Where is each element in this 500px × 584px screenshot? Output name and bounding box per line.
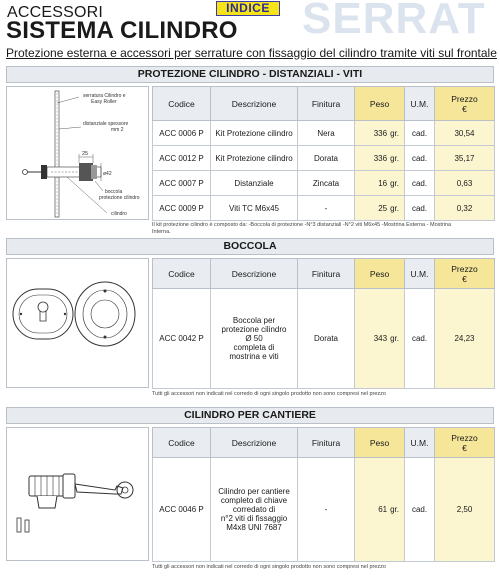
- col-prezzo: Prezzo €: [435, 259, 495, 289]
- col-um: U.M.: [405, 259, 435, 289]
- header-category: ACCESSORI: [7, 4, 104, 21]
- note-boccola: Tutti gli accessori non indicati nel corredo di ogni singolo prodotto non sono compresi nel prezzo: [152, 391, 386, 397]
- cell-prezzo: 35,17: [435, 146, 495, 171]
- table-header-row: [153, 87, 495, 121]
- page-title: SISTEMA CILINDRO: [6, 17, 238, 44]
- cell-descrizione: Distanziale: [211, 171, 298, 196]
- section-title-protezione: PROTEZIONE CILINDRO - DISTANZIALI - VITI: [6, 66, 494, 83]
- boccola-drawing: [7, 259, 148, 387]
- label-distanziale: distanziale spessore: [83, 121, 129, 127]
- label-serratura: serratura Cilindro e: [83, 93, 126, 99]
- cell-codice: ACC 0007 P: [153, 171, 211, 196]
- cell-descrizione: Boccola per protezione cilindro Ø 50 completa di mostrina e viti: [211, 289, 298, 389]
- page-header: [0, 0, 500, 48]
- table-row: [153, 458, 495, 562]
- col-prezzo: Prezzo €: [435, 87, 495, 121]
- col-descrizione: Descrizione: [211, 87, 298, 121]
- label-boccola-2: protezione cilindro: [99, 195, 140, 201]
- cell-prezzo: 24,23: [435, 289, 495, 389]
- col-um: U.M.: [405, 87, 435, 121]
- cell-descrizione: Cilindro per cantiere completo di chiave corredato di n°2 viti di fissaggio M4x8 UNI 7687: [211, 458, 298, 562]
- col-finitura: Finitura: [298, 428, 355, 458]
- index-button[interactable]: INDICE: [216, 1, 280, 16]
- table-row: [153, 121, 495, 146]
- cell-finitura: Dorata: [298, 289, 355, 389]
- col-prezzo: Prezzo €: [435, 428, 495, 458]
- cell-um: cad.: [405, 121, 435, 146]
- note-protezione: Il kit protezione cilindro è composto da: -Boccola di protezione -N°3 distanziali -N°2 viti M6x45 -Mostrina Esterna - Mostrina Interna.: [152, 222, 452, 235]
- table-row: [153, 289, 495, 389]
- col-peso: Peso: [355, 87, 405, 121]
- col-codice: Codice: [153, 428, 211, 458]
- cell-peso: 25 gr.: [355, 196, 405, 221]
- table-row: [153, 196, 495, 221]
- cell-prezzo: 30,54: [435, 121, 495, 146]
- header-watermark: SERRAT: [302, 0, 486, 42]
- col-peso: Peso: [355, 428, 405, 458]
- cell-um: cad.: [405, 196, 435, 221]
- col-um: U.M.: [405, 428, 435, 458]
- col-peso: Peso: [355, 259, 405, 289]
- table-protezione: [152, 86, 495, 221]
- cell-descrizione: Kit Protezione cilindro: [211, 121, 298, 146]
- col-finitura: Finitura: [298, 87, 355, 121]
- cell-codice: ACC 0046 P: [153, 458, 211, 562]
- label-distanziale-2: mm 2: [111, 127, 124, 133]
- cell-descrizione: Kit Protezione cilindro: [211, 146, 298, 171]
- cell-peso: 336 gr.: [355, 146, 405, 171]
- diagram-protezione-cilindro: [6, 86, 149, 220]
- cell-um: cad.: [405, 458, 435, 562]
- cell-codice: ACC 0012 P: [153, 146, 211, 171]
- table-header-row: [153, 259, 495, 289]
- table-row: [153, 171, 495, 196]
- col-codice: Codice: [153, 87, 211, 121]
- cell-peso: 16 gr.: [355, 171, 405, 196]
- table-cantiere: [152, 427, 495, 562]
- label-dim-42: ø42: [103, 171, 112, 177]
- cell-um: cad.: [405, 289, 435, 389]
- cell-finitura: -: [298, 458, 355, 562]
- section-title-cantiere: CILINDRO PER CANTIERE: [6, 407, 494, 424]
- diagram-boccola: [6, 258, 149, 388]
- cell-prezzo: 0,32: [435, 196, 495, 221]
- cell-finitura: -: [298, 196, 355, 221]
- cell-finitura: Nera: [298, 121, 355, 146]
- table-row: [153, 146, 495, 171]
- cell-finitura: Dorata: [298, 146, 355, 171]
- table-boccola: [152, 258, 495, 389]
- cell-peso: 61 gr.: [355, 458, 405, 562]
- page-subtitle: Protezione esterna e accessori per serrature con fissaggio del cilindro tramite viti sul frontale: [6, 46, 497, 60]
- col-descrizione: Descrizione: [211, 428, 298, 458]
- label-cilindro: cilindro: [111, 211, 127, 217]
- cell-finitura: Zincata: [298, 171, 355, 196]
- label-boccola: boccola: [105, 189, 123, 195]
- diagram-cilindro-cantiere: [6, 427, 149, 561]
- table-header-row: [153, 428, 495, 458]
- section-title-boccola: BOCCOLA: [6, 238, 494, 255]
- label-dim-25: 25: [82, 151, 89, 157]
- cell-um: cad.: [405, 146, 435, 171]
- cell-um: cad.: [405, 171, 435, 196]
- cell-peso: 343 gr.: [355, 289, 405, 389]
- cell-peso: 336 gr.: [355, 121, 405, 146]
- cell-prezzo: 0,63: [435, 171, 495, 196]
- note-cantiere: Tutti gli accessori non indicati nel corredo di ogni singolo prodotto non sono compresi nel prezzo: [152, 564, 386, 570]
- cell-codice: ACC 0042 P: [153, 289, 211, 389]
- cell-descrizione: Viti TC M6x45: [211, 196, 298, 221]
- label-serratura-2: Easy Roller: [91, 99, 117, 105]
- cylinder-key-drawing: [7, 428, 148, 560]
- cell-codice: ACC 0009 P: [153, 196, 211, 221]
- cylinder-assembly-diagram: [7, 87, 148, 219]
- col-finitura: Finitura: [298, 259, 355, 289]
- col-codice: Codice: [153, 259, 211, 289]
- cell-codice: ACC 0006 P: [153, 121, 211, 146]
- col-descrizione: Descrizione: [211, 259, 298, 289]
- cell-prezzo: 2,50: [435, 458, 495, 562]
